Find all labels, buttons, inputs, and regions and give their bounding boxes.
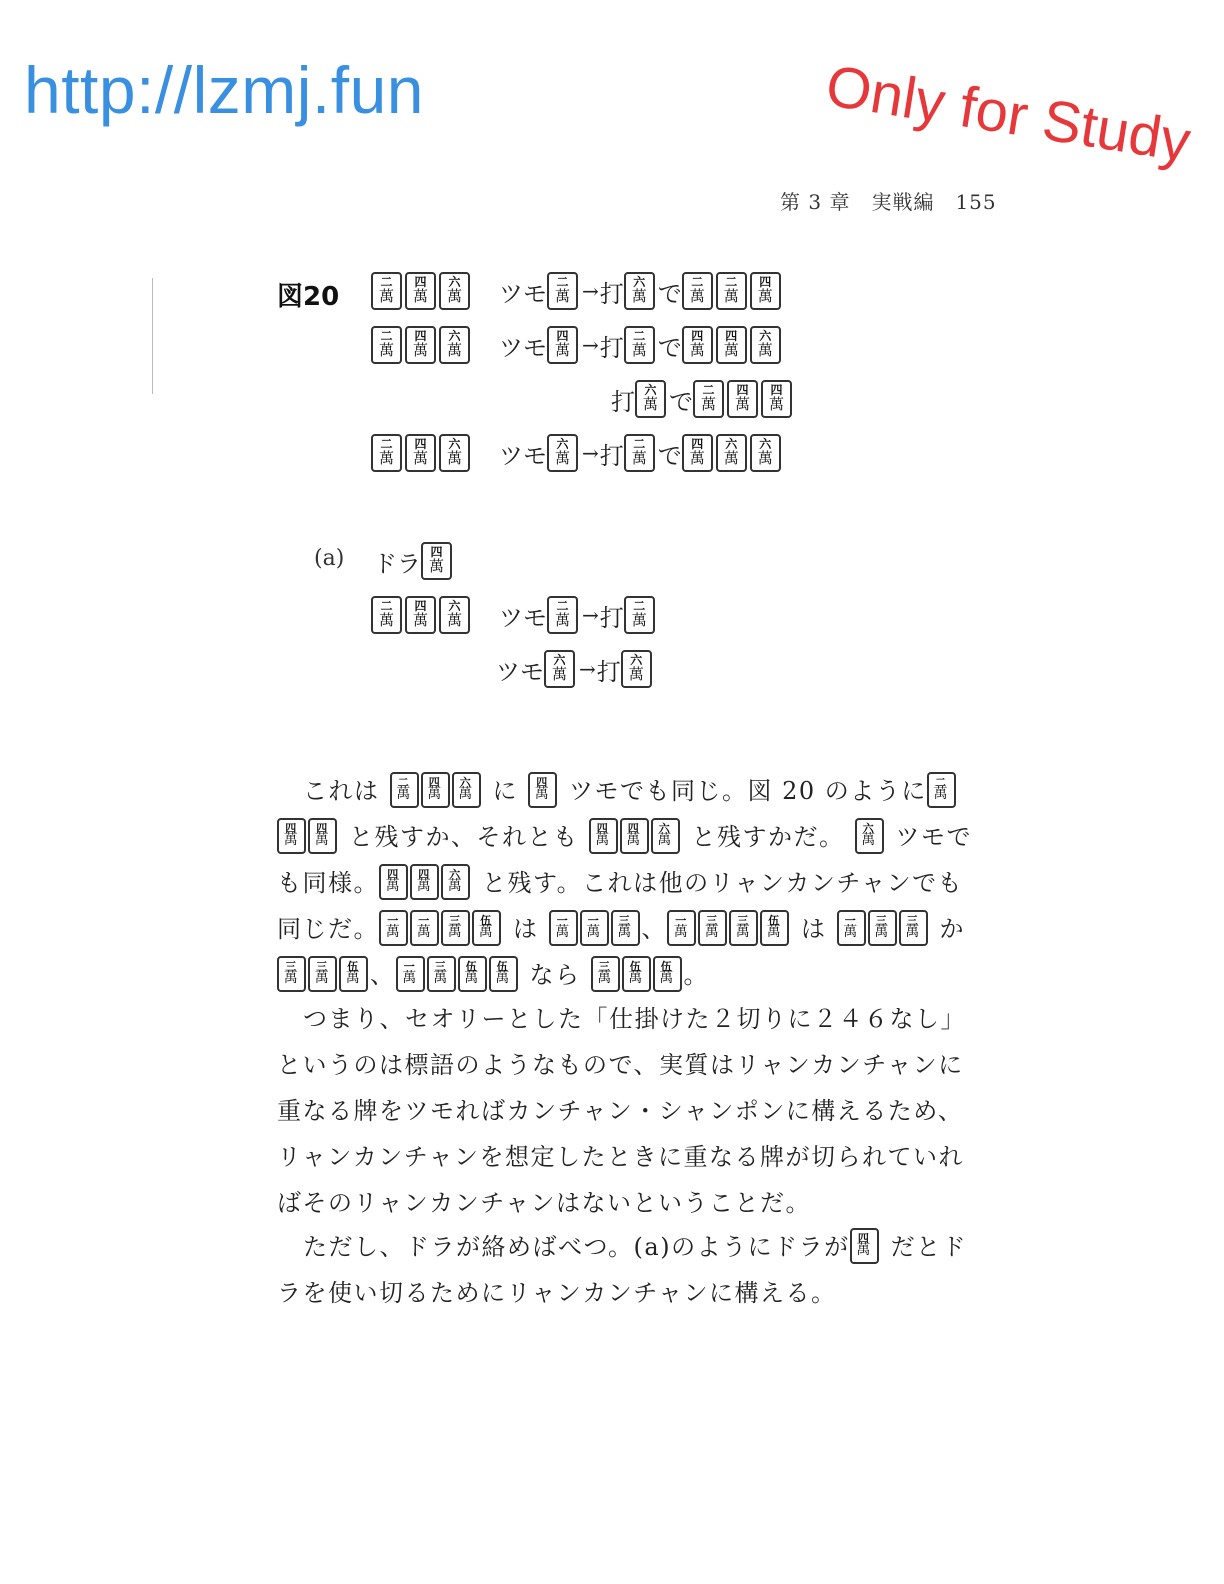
arrow: → — [582, 333, 599, 357]
tile-4-man: 四 萬 — [405, 596, 436, 634]
tsumo-label: ツモ — [499, 441, 547, 470]
tile-6-man: 六 萬 — [547, 434, 578, 472]
tile-3-man: 三 萬 — [591, 956, 620, 992]
discard-label: 打 — [599, 279, 624, 308]
tile-1-man: 一 萬 — [667, 910, 696, 946]
tile-2-man: 二 萬 — [716, 272, 747, 310]
discard-label: 打 — [599, 441, 624, 470]
tile-2-man: 二 萬 — [624, 434, 655, 472]
tile-3-man: 三 萬 — [277, 956, 306, 992]
tile-2-man: 二 萬 — [624, 596, 655, 634]
text-span: ただし、ドラが絡めばべつ。(a)のようにドラが — [303, 1233, 850, 1261]
tile-5-man: 伍 萬 — [489, 956, 518, 992]
text-span: なら — [529, 961, 581, 989]
tile-1-man: 一 萬 — [580, 910, 609, 946]
dora-row — [373, 541, 455, 581]
tile-1-man: 一 萬 — [837, 910, 866, 946]
tile-2-man: 二 萬 — [927, 772, 956, 808]
tile-2-man: 二 萬 — [371, 326, 402, 364]
watermark-study: Only for Study — [821, 52, 1195, 175]
running-head: 第 3 章 実戦編 155 — [780, 190, 997, 214]
tile-6-man: 六 萬 — [750, 434, 781, 472]
tile-3-man: 三 萬 — [899, 910, 928, 946]
tile-6-man: 六 萬 — [439, 272, 470, 310]
tile-6-man: 六 萬 — [624, 272, 655, 310]
tile-4-man: 四 萬 — [750, 272, 781, 310]
tile-5-man: 伍 萬 — [458, 956, 487, 992]
arrow: → — [579, 657, 596, 681]
text-span: つまり、セオリーとした「仕掛けた２切りに２４６なし」というのは標語のようなもので、実質はリャンカンチャンに重なる牌をツモればカンチャン・シャンポンに構えるため、リャンカンチャンを想定したときに重なる牌が切られていればそのリャンカンチャンはないということだ。 — [277, 1005, 966, 1217]
discard-label: 打 — [596, 657, 621, 686]
discard-label: 打 — [611, 387, 635, 416]
tile-4-man: 四 萬 — [421, 542, 452, 580]
tile-4-man: 四 萬 — [620, 818, 649, 854]
tile-2-man: 二 萬 — [682, 272, 713, 310]
tile-5-man: 伍 萬 — [472, 910, 501, 946]
tile-4-man: 四 萬 — [421, 772, 450, 808]
discard-label: 打 — [599, 603, 624, 632]
tile-5-man: 伍 萬 — [622, 956, 651, 992]
tile-4-man: 四 萬 — [682, 434, 713, 472]
text-span: 。 — [683, 961, 709, 989]
tile-4-man: 四 萬 — [528, 772, 557, 808]
tile-4-man: 四 萬 — [547, 326, 578, 364]
paragraph-2 — [277, 996, 983, 1226]
text-span: は — [801, 915, 827, 943]
tile-3-man: 三 萬 — [698, 910, 727, 946]
tile-6-man: 六 萬 — [621, 650, 652, 688]
figure-row — [371, 433, 784, 473]
figure-label: 図20 — [277, 282, 340, 312]
de-label: で — [657, 333, 682, 362]
tile-5-man: 伍 萬 — [339, 956, 368, 992]
tile-1-man: 一 萬 — [396, 956, 425, 992]
text-span: と残すか、それとも — [349, 823, 579, 851]
tile-3-man: 三 萬 — [729, 910, 758, 946]
tile-4-man: 四 萬 — [761, 380, 792, 418]
tile-4-man: 四 萬 — [727, 380, 758, 418]
tile-3-man: 三 萬 — [308, 956, 337, 992]
tile-3-man: 三 萬 — [441, 910, 470, 946]
tile-2-man: 二 萬 — [371, 272, 402, 310]
tile-6-man: 六 萬 — [452, 772, 481, 808]
example-a-label: (a) — [314, 546, 345, 571]
text-span: と残す。これは他のリャンカンチャンでも同じだ。 — [277, 869, 964, 943]
paragraph-3 — [277, 1224, 983, 1316]
tile-4-man: 四 萬 — [405, 434, 436, 472]
tile-2-man: 二 萬 — [371, 434, 402, 472]
text-span: だとドラを使い切るためにリャンカンチャンに構える。 — [277, 1233, 968, 1307]
tile-4-man: 四 萬 — [716, 326, 747, 364]
text-span: と残すかだ。 — [691, 823, 845, 851]
tile-4-man: 四 萬 — [277, 818, 306, 854]
text-span: 、 — [370, 961, 396, 989]
figure-row — [611, 379, 795, 419]
text-span: か — [939, 915, 965, 943]
tile-5-man: 伍 萬 — [760, 910, 789, 946]
tile-2-man: 二 萬 — [390, 772, 419, 808]
text-span: ツモでも同様。 — [277, 823, 972, 897]
tile-6-man: 六 萬 — [651, 818, 680, 854]
example-a-row — [371, 595, 658, 635]
tile-2-man: 二 萬 — [693, 380, 724, 418]
text-span: ツモでも同じ。図 20 のように — [569, 777, 927, 805]
figure-row — [371, 325, 784, 365]
tile-4-man: 四 萬 — [308, 818, 337, 854]
tile-4-man: 四 萬 — [405, 326, 436, 364]
tile-3-man: 三 萬 — [868, 910, 897, 946]
tile-6-man: 六 萬 — [635, 380, 666, 418]
de-label: で — [657, 279, 682, 308]
tile-2-man: 二 萬 — [547, 272, 578, 310]
text-span: は — [513, 915, 539, 943]
tile-4-man: 四 萬 — [850, 1228, 879, 1264]
example-a-row — [496, 649, 655, 689]
discard-label: 打 — [599, 333, 624, 362]
tile-3-man: 三 萬 — [427, 956, 456, 992]
tile-2-man: 二 萬 — [371, 596, 402, 634]
arrow: → — [582, 441, 599, 465]
text-span: に — [492, 777, 518, 805]
tile-2-man: 二 萬 — [547, 596, 578, 634]
tile-1-man: 一 萬 — [549, 910, 578, 946]
de-label: で — [657, 441, 682, 470]
tile-4-man: 四 萬 — [682, 326, 713, 364]
tile-5-man: 伍 萬 — [653, 956, 682, 992]
tile-6-man: 六 萬 — [855, 818, 884, 854]
tile-4-man: 四 萬 — [589, 818, 618, 854]
text-span: 、 — [641, 915, 667, 943]
paragraph-1 — [277, 768, 983, 998]
tile-1-man: 一 萬 — [379, 910, 408, 946]
tsumo-label: ツモ — [499, 279, 547, 308]
arrow: → — [582, 279, 599, 303]
tile-6-man: 六 萬 — [439, 434, 470, 472]
tile-6-man: 六 萬 — [439, 326, 470, 364]
margin-rule — [152, 278, 153, 394]
tsumo-label: ツモ — [496, 657, 544, 686]
tsumo-label: ツモ — [499, 603, 547, 632]
tile-4-man: 四 萬 — [410, 864, 439, 900]
arrow: → — [582, 603, 599, 627]
text-span: これは — [303, 777, 380, 805]
tsumo-label: ツモ — [499, 333, 547, 362]
tile-6-man: 六 萬 — [544, 650, 575, 688]
tile-4-man: 四 萬 — [379, 864, 408, 900]
tile-2-man: 二 萬 — [624, 326, 655, 364]
figure-row — [371, 271, 784, 311]
tile-6-man: 六 萬 — [439, 596, 470, 634]
tile-6-man: 六 萬 — [750, 326, 781, 364]
dora-label: ドラ — [373, 549, 421, 578]
tile-6-man: 六 萬 — [441, 864, 470, 900]
watermark-url: http://lzmj.fun — [24, 53, 424, 127]
tile-4-man: 四 萬 — [405, 272, 436, 310]
tile-1-man: 一 萬 — [410, 910, 439, 946]
tile-6-man: 六 萬 — [716, 434, 747, 472]
tile-3-man: 三 萬 — [611, 910, 640, 946]
de-label: で — [669, 387, 693, 416]
